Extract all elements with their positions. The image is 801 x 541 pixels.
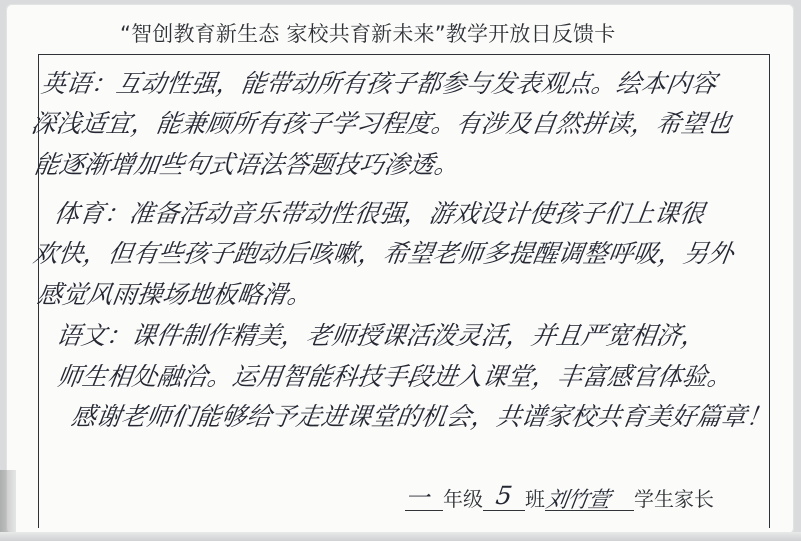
- grade-value: 一: [403, 484, 431, 512]
- class-label: 班: [525, 487, 545, 511]
- english-feedback-line-2: 深浅适宜，能兼顾所有孩子学习程度。有涉及自然拼读，希望也: [29, 109, 734, 138]
- card-title: “智创教育新生态 家校共育新未来”教学开放日反馈卡: [120, 22, 616, 46]
- pe-feedback-line-1: 体育：准备活动音乐带动性很强，游戏设计使孩子们上课很: [52, 199, 707, 228]
- student-name-blank: [545, 478, 634, 520]
- pe-feedback-line-3: 感觉风雨操场地板略滑。: [35, 280, 315, 309]
- student-name: 刘竹萱: [544, 488, 611, 513]
- grade-blank: [405, 478, 443, 520]
- pe-feedback-line-2: 欢快，但有些孩子跑动后咳嗽，希望老师多提醒调整呼吸，另外: [31, 239, 736, 268]
- grade-label: 年级: [443, 487, 483, 511]
- chinese-feedback-line-2: 师生相处融洽。运用智能科技手段进入课堂，丰富感官体验。: [55, 362, 735, 391]
- class-blank: [483, 478, 525, 520]
- parent-signature-line: [405, 472, 765, 520]
- class-value: 5: [494, 481, 515, 510]
- english-feedback-line-3: 能逐渐增加些句式语法答题技巧渗透。: [32, 150, 462, 179]
- parent-label: 学生家长: [634, 487, 714, 511]
- page-edge-shadow: [0, 470, 16, 541]
- chinese-feedback-line-1: 语文：课件制作精美，老师授课活泼灵活，并且严宽相济，: [54, 321, 709, 350]
- page-bottom-edge: [0, 532, 801, 541]
- english-feedback-line-1: 英语：互动性强，能带动所有孩子都参与发表观点。绘本内容: [39, 69, 719, 98]
- thanks-feedback-line: 感谢老师们能够给予走进课堂的机会，共谱家校共育美好篇章！: [69, 402, 774, 431]
